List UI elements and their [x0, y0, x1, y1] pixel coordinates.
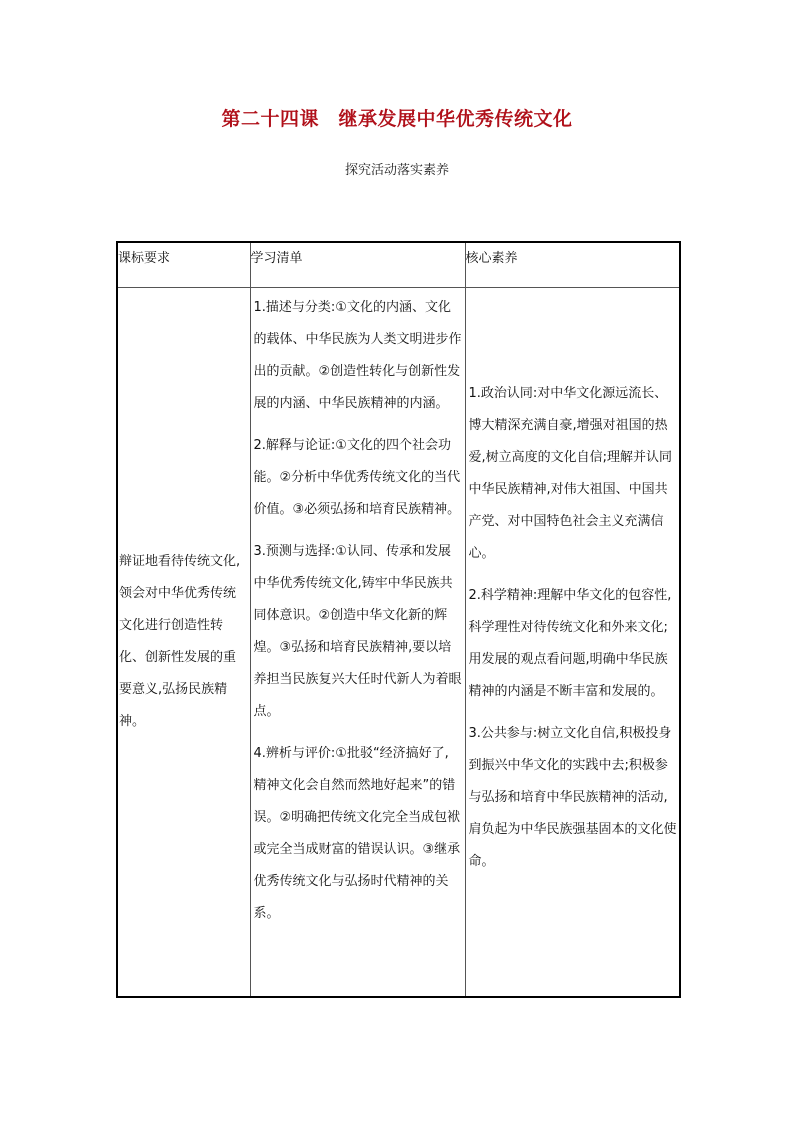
lesson-title: 第二十四课 继承发展中华优秀传统文化 [221, 108, 573, 130]
header-study-list: 学习清单 [250, 242, 465, 288]
study-item-4: 4.辨析与评价:①批驳“经济搞好了,精神文化会自然而然地好起来”的错误。②明确把传统文化完全当成包袱或完全当成财富的错误认识。③继承优秀传统文化与弘扬时代精神的关系。 [253, 746, 461, 921]
literacy-item-1: 1.政治认同:对中华文化源远流长、博大精深充满自豪,增强对祖国的热爱,树立高度的文化自信;理解并认同中华民族精神,对伟大祖国、中国共产党、对中国特色社会主义充满信心。 [468, 386, 673, 561]
header-requirement: 课标要求 [117, 242, 250, 288]
table-header-row [117, 242, 680, 288]
literacy-item-2: 2.科学精神:理解中华文化的包容性,科学理性对待传统文化和外来文化;用发展的观点看问题,明确中华民族精神的内涵是不断丰富和发展的。 [468, 588, 672, 699]
study-item-2: 2.解释与论证:①文化的四个社会功能。②分析中华优秀传统文化的当代价值。③必须弘扬和培育民族精神。 [253, 438, 461, 517]
literacy-item-3: 3.公共参与:树立文化自信,积极投身到振兴中华文化的实践中去;积极参与弘扬和培育中华民族精神的活动,肩负起为中华民族强基固本的文化使命。 [468, 726, 677, 869]
curriculum-table [116, 241, 681, 998]
section-subtitle: 探究活动落实素养 [344, 163, 449, 178]
study-item-3: 3.预测与选择:①认同、传承和发展中华优秀传统文化,铸牢中华民族共同体意识。②创造中华文化新的辉煌。③弘扬和培育民族精神,要以培养担当民族复兴大任时代新人为着眼点。 [253, 544, 462, 719]
study-list-cell [250, 288, 465, 998]
table-body-row [117, 288, 680, 998]
core-literacy-cell [465, 288, 680, 998]
header-core-literacy: 核心素养 [465, 242, 680, 288]
study-item-1: 1.描述与分类:①文化的内涵、文化的载体、中华民族为人类文明进步作出的贡献。②创造性转化与创新性发展的内涵、中华民族精神的内涵。 [253, 300, 462, 411]
requirement-cell [117, 288, 250, 998]
requirement-text: 辩证地看待传统文化,领会对中华优秀传统文化进行创造性转化、创新性发展的重要意义,弘扬民族精神。 [119, 554, 241, 729]
